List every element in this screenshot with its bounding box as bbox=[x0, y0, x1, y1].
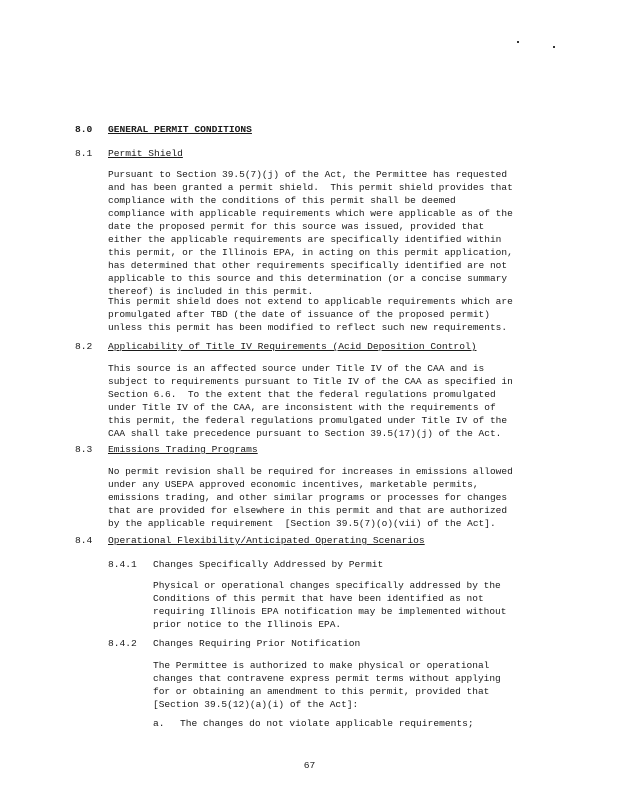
paragraph: This permit shield does not extend to applicable requirements which are promulgated after TBD (the date of issuance of the proposed permit) unless this permit has been modified to reflect such new requirements. bbox=[108, 296, 513, 333]
scan-speck bbox=[553, 46, 555, 48]
subsection-title: Permit Shield bbox=[108, 148, 183, 159]
paragraph: Physical or operational changes specifically addressed by the Conditions of this permit that have been identified as not requiring Illinois EPA notification may be implemented without prior notice to the Illinois EPA. bbox=[153, 580, 507, 630]
list-text: The changes do not violate applicable requirements; bbox=[180, 718, 474, 729]
item-heading bbox=[108, 637, 360, 650]
subsection-heading bbox=[75, 443, 258, 456]
scan-speck bbox=[517, 41, 519, 43]
page-number: 67 bbox=[303, 760, 316, 771]
item-number: 8.4.2 bbox=[108, 638, 137, 649]
item-title: Changes Specifically Addressed by Permit bbox=[153, 559, 384, 570]
subsection-title: Applicability of Title IV Requirements (Acid Deposition Control) bbox=[108, 341, 477, 352]
paragraph: This source is an affected source under Title IV of the CAA and is subject to requirements pursuant to Title IV of the CAA as specified in Section 6.6. To the extent that the federal regulations promulgated under Title IV of the CAA, are inconsistent with the requirements of this permit, the federal regulations promulgated under Title IV of the CAA shall take precedence pursuant to Section 39.5(17)(j) of the Act. bbox=[108, 363, 513, 439]
subsection-number: 8.3 bbox=[75, 444, 93, 455]
subsection-title: Emissions Trading Programs bbox=[108, 444, 258, 455]
subsection-number: 8.1 bbox=[75, 148, 93, 159]
paragraph: No permit revision shall be required for increases in emissions allowed under any USEPA approved economic incentives, marketable permits, emissions trading, and other similar programs or processes for changes that are provided for elsewhere in this permit and that are authorized by the applicable requirement [Section 39.5(7)(o)(vii) of the Act]. bbox=[108, 466, 513, 529]
item-number: 8.4.1 bbox=[108, 559, 137, 570]
subsection-number: 8.2 bbox=[75, 341, 93, 352]
subsection-heading bbox=[75, 534, 425, 547]
subsection-heading bbox=[75, 147, 183, 160]
subsection-heading bbox=[75, 340, 476, 353]
paragraph: Pursuant to Section 39.5(7)(j) of the Act, the Permittee has requested and has been granted a permit shield. This permit shield provides that compliance with the conditions of this permit shall be deemed compliance with applicable requirements which were applicable as of the date the proposed permit for this source was issued, provided that either the applicable requirements are specifically identified within this permit, or the Illinois EPA, in acting on this permit application, has determined that other requirements specifically identified are not applicable to this source and this determination (or a concise summary thereof) is included in this permit. bbox=[108, 169, 513, 297]
section-title: GENERAL PERMIT CONDITIONS bbox=[108, 124, 252, 135]
section-heading bbox=[75, 123, 252, 136]
item-title: Changes Requiring Prior Notification bbox=[153, 638, 361, 649]
subsection-number: 8.4 bbox=[75, 535, 93, 546]
section-number: 8.0 bbox=[75, 124, 93, 135]
item-heading bbox=[108, 558, 383, 571]
list-marker: a. bbox=[153, 718, 165, 729]
paragraph: The Permittee is authorized to make physical or operational changes that contravene express permit terms without applying for or obtaining an amendment to this permit, provided that [Section 39.5(12)(a)(i) of the Act]: bbox=[153, 660, 501, 710]
subsection-title: Operational Flexibility/Anticipated Operating Scenarios bbox=[108, 535, 425, 546]
list-item bbox=[153, 717, 474, 730]
